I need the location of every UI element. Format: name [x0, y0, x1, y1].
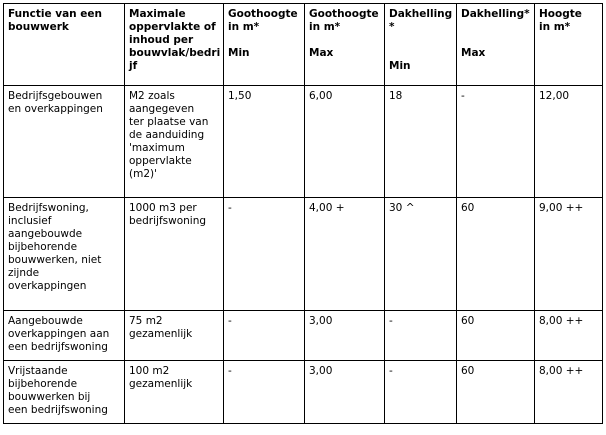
cell-goot-min: - — [224, 361, 305, 424]
header-dakhelling-max-sub: Max — [461, 47, 486, 59]
table-row — [4, 311, 603, 361]
cell-goot-min: 1,50 — [224, 86, 305, 198]
cell-goot-max: 3,00 — [305, 361, 385, 424]
cell-dak-max: - — [457, 86, 535, 198]
header-goothoogte-max: Goothoogte in m* Max — [305, 4, 385, 86]
header-dakhelling-min: Dakhelling * Min — [385, 4, 457, 86]
cell-functie: Aangebouwde overkappingen aan een bedrijfswoning — [4, 311, 125, 361]
cell-dak-max: 60 — [457, 361, 535, 424]
cell-dak-min: 18 — [385, 86, 457, 198]
cell-functie: Bedrijfswoning, inclusief aangebouwde bijbehorende bouwwerken, niet zijnde overkappingen — [4, 198, 125, 311]
header-functie: Functie van een bouwwerk — [4, 4, 125, 86]
building-regulations-table — [3, 3, 603, 424]
cell-hoogte: 8,00 ++ — [535, 361, 603, 424]
cell-functie: Vrijstaande bijbehorende bouwwerken bij een bedrijfswoning — [4, 361, 125, 424]
header-oppervlakte: Maximale oppervlakte of inhoud per bouwvlak/bedri jf — [125, 4, 224, 86]
table-row — [4, 86, 603, 198]
table-row — [4, 198, 603, 311]
cell-dak-max: 60 — [457, 311, 535, 361]
cell-dak-max: 60 — [457, 198, 535, 311]
cell-goot-min: - — [224, 311, 305, 361]
cell-oppervlakte: 1000 m3 per bedrijfswoning — [125, 198, 224, 311]
cell-oppervlakte: 75 m2 gezamenlijk — [125, 311, 224, 361]
cell-goot-max: 3,00 — [305, 311, 385, 361]
table-container — [3, 3, 603, 424]
header-row — [4, 4, 603, 86]
cell-oppervlakte: 100 m2 gezamenlijk — [125, 361, 224, 424]
header-goothoogte-min-sub: Min — [228, 47, 250, 59]
cell-hoogte: 8,00 ++ — [535, 311, 603, 361]
header-goothoogte-min: Goothoogte in m* Min — [224, 4, 305, 86]
cell-dak-min: - — [385, 361, 457, 424]
cell-hoogte: 12,00 — [535, 86, 603, 198]
header-hoogte: Hoogte in m* — [535, 4, 603, 86]
cell-functie: Bedrijfsgebouwen en overkappingen — [4, 86, 125, 198]
table-row — [4, 361, 603, 424]
cell-oppervlakte: M2 zoals aangegeven ter plaatse van de aanduiding 'maximum oppervlakte (m2)' — [125, 86, 224, 198]
header-dakhelling-max: Dakhelling* Max — [457, 4, 535, 86]
cell-goot-max: 6,00 — [305, 86, 385, 198]
header-dakhelling-min-sub: Min — [389, 60, 411, 72]
cell-dak-min: - — [385, 311, 457, 361]
cell-hoogte: 9,00 ++ — [535, 198, 603, 311]
cell-goot-max: 4,00 + — [305, 198, 385, 311]
header-goothoogte-max-sub: Max — [309, 47, 334, 59]
cell-dak-min: 30 ^ — [385, 198, 457, 311]
cell-goot-min: - — [224, 198, 305, 311]
